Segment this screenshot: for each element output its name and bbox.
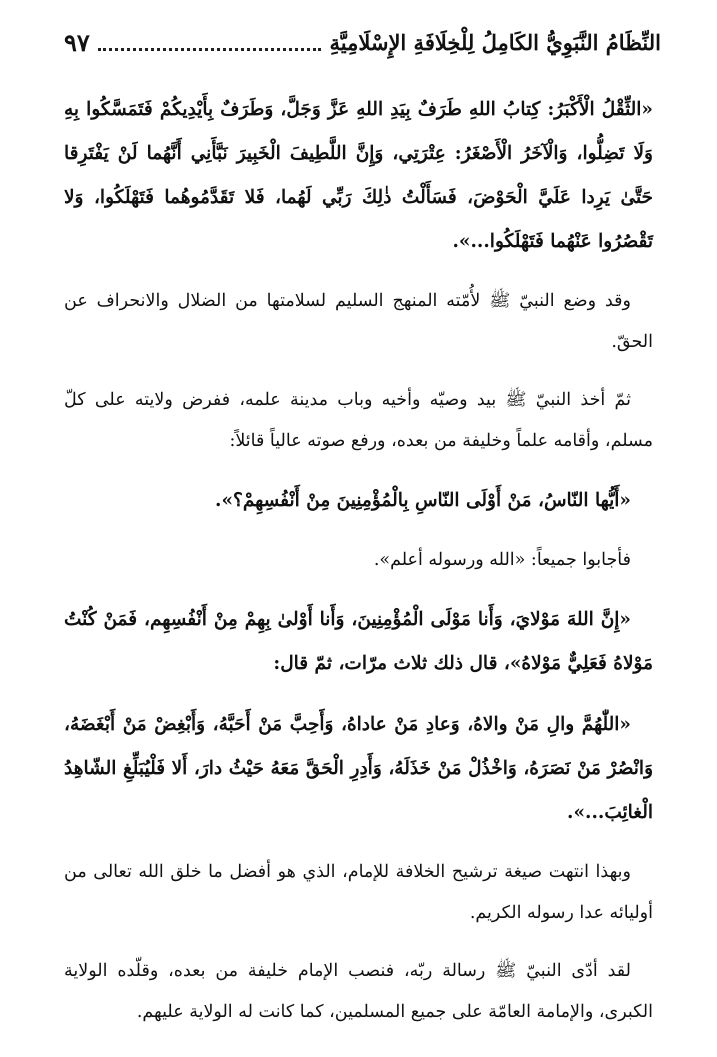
hadith-thaqalayn-quote: «الثِّقْلُ الْأَكْبَرُ: كِتابُ اللهِ طَرَفٌ بِيَدِ اللهِ عَزَّ وَجَلَّ، وَطَرَفٌ بِأَيْدِيكُمْ فَتَمَسَّكُوا بِهِ وَلَا تَضِلُّوا، وَالْآخَرُ الْأَصْغَرُ: عِتْرَتِي، وَإِنَّ اللَّطِيفَ الْخَبِيرَ نَبَّأَنِي أَنَّهُما لَنْ يَفْتَرِقا حَتَّىٰ يَرِدا عَلَيَّ الْحَوْضَ، فَسَأَلْتُ ذٰلِكَ رَبِّي لَهُما، فَلا تَقَدَّمُوهُما فَتَهْلَكُوا، وَلا تَقْصُرُوا عَنْهُما فَتَهْلَكُوا...». — [64, 99, 653, 252]
body-paragraph: فأجابوا جميعاً: «الله ورسوله أعلم». — [373, 550, 631, 570]
body-paragraph: وقد وضع النبيّ ﷺ لأُمّته المنهج السليم لسلامتها من الضلال والانحراف عن الحقّ. — [64, 291, 653, 352]
body-paragraph: ثمّ أخذ النبيّ ﷺ بيد وصيّه وأخيه وباب مدينة علمه، ففرض ولايته على كلّ مسلم، وأقامه علماً وخليفة من بعده، ورفع صوته عالياً قائلاً: — [64, 390, 653, 451]
body-paragraph: وبهذا انتهت صيغة ترشيح الخلافة للإمام، الذي هو أفضل ما خلق الله تعالى من أوليائه عدا رسوله الكريم. — [64, 862, 653, 923]
page-header — [64, 22, 661, 62]
running-title: النِّظَامُ النَّبَوِيُّ الكَامِلُ لِلْخِلَافَةِ الإِسْلَامِيَّةِ — [329, 29, 661, 55]
ghadir-quote: «إِنَّ اللهَ مَوْلايَ، وَأَنا مَوْلَى الْمُؤْمِنِينَ، وَأَنا أَوْلىٰ بِهِمْ مِنْ أَنْفُسِهِم، فَمَنْ كُنْتُ مَوْلاهُ فَعَلِيٌّ مَوْلاهُ»، قال ذلك ثلاث مرّات، ثمّ قال: — [64, 609, 653, 674]
page-number: ٩٧ — [64, 27, 90, 57]
page-body — [64, 88, 653, 1050]
dotted-leader — [98, 46, 322, 51]
prophet-question-quote: «أَيُّها النّاسُ، مَنْ أَوْلَى النّاسِ بِالْمُؤْمِنِينَ مِنْ أَنْفُسِهِمْ؟». — [215, 490, 631, 511]
supplication-quote: «اللّٰهُمَّ والِ مَنْ والاهُ، وَعادِ مَنْ عاداهُ، وَأَحِبَّ مَنْ أَحَبَّهُ، وَأَبْغِضْ مَنْ أَبْغَضَهُ، وَانْصُرْ مَنْ نَصَرَهُ، وَاخْذُلْ مَنْ خَذَلَهُ، وَأَدِرِ الْحَقَّ مَعَهُ حَيْثُ دارَ، أَلا فَلْيُبَلِّغِ الشّاهِدُ الْغائِبَ...». — [64, 714, 653, 823]
body-paragraph: لقد أدّى النبيّ ﷺ رسالة ربّه، فنصب الإمام خليفة من بعده، وقلّده الولاية الكبرى، والإمامة العامّة على جميع المسلمين، كما كانت له الولاية عليهم. — [64, 961, 653, 1022]
